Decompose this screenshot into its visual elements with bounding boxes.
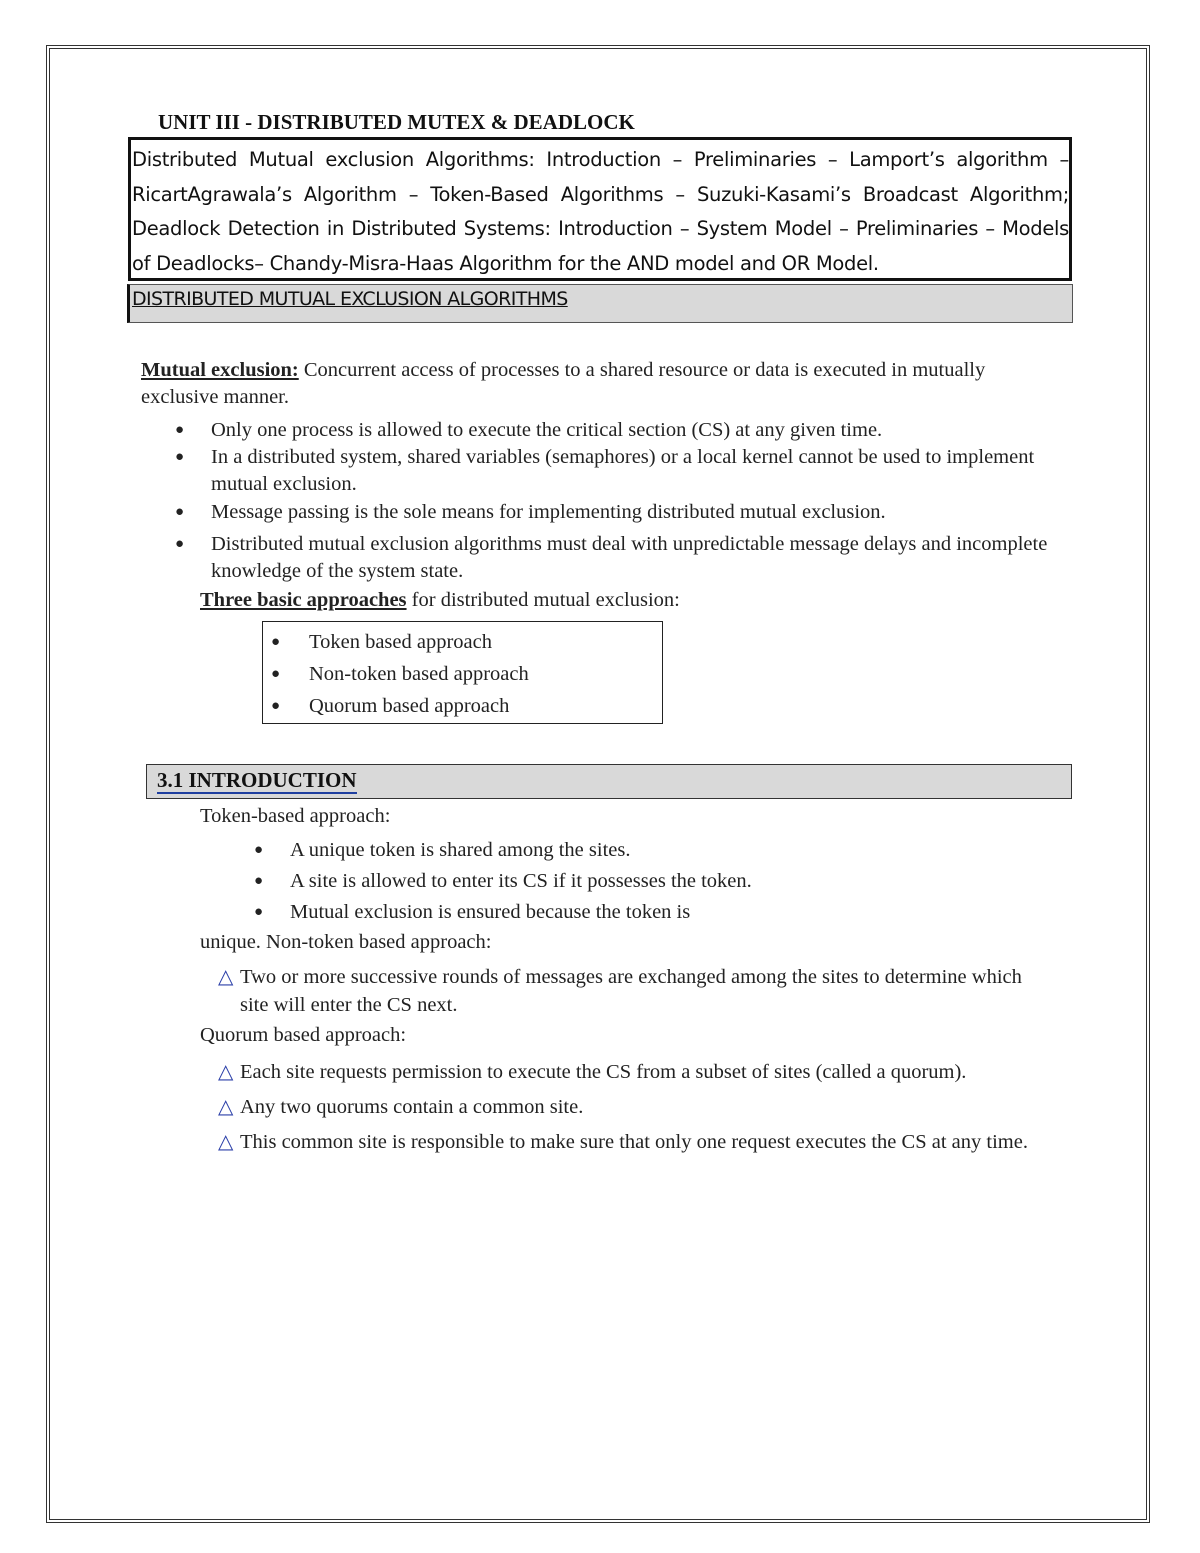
list-item-text: Two or more successive rounds of messages are exchanged among the sites to determine which site will enter the CS next. [240,966,1022,1016]
list-item: ● Mutual exclusion is ensured because the token is [254,897,1054,928]
mutual-exclusion-bullets [175,417,1065,585]
nontoken-list [218,963,1028,1019]
approaches-term: Three basic approaches [200,589,407,611]
approaches-text: for distributed mutual exclusion: [406,589,680,611]
list-item [218,1058,1036,1086]
approaches-heading [200,589,680,612]
list-item-text: Each site requests permission to execute the CS from a subset of sites (called a quorum). [240,1061,967,1083]
token-label: Token-based approach: [200,805,391,827]
introduction-heading [146,764,1072,799]
list-item: ● Message passing is the sole means for implementing distributed mutual exclusion. [175,499,1065,526]
list-item [218,1128,1036,1156]
approaches-box [262,621,663,724]
introduction-heading-text: 3.1 INTRODUCTION [157,768,357,792]
approaches-list [271,626,529,722]
list-item: ● Distributed mutual exclusion algorithms must deal with unpredictable message delays and incomplete knowledge of the system state. [175,531,1065,585]
list-item: ● A unique token is shared among the sites. [254,835,1054,866]
list-item [218,1093,1036,1121]
mutual-exclusion-text: Concurrent access of processes to a shared resource or data is executed in mutually exclusive manner. [141,359,986,408]
list-item: ● Token based approach [271,626,529,658]
warning-triangle-icon: △ [218,1096,234,1118]
list-item-text: Any two quorums contain a common site. [240,1096,584,1118]
list-item: ● In a distributed system, shared variables (semaphores) or a local kernel cannot be used to implement mutual exclusion. [175,444,1065,498]
list-item: ● Only one process is allowed to execute the critical section (CS) at any given time. [175,417,1065,444]
list-item: ● Quorum based approach [271,690,529,722]
nontoken-label: unique. Non-token based approach: [200,931,492,953]
list-item: ● Non-token based approach [271,658,529,690]
list-item: ● A site is allowed to enter its CS if it possesses the token. [254,866,1054,897]
warning-triangle-icon: △ [218,966,234,988]
quorum-label: Quorum based approach: [200,1024,407,1046]
mutual-exclusion-term: Mutual exclusion: [141,359,299,381]
quorum-list [218,1058,1036,1156]
list-item [218,963,1028,1019]
section-heading: DISTRIBUTED MUTUAL EXCLUSION ALGORITHMS [127,284,1073,323]
warning-triangle-icon: △ [218,1061,234,1083]
unit-title: UNIT III - DISTRIBUTED MUTEX & DEADLOCK [158,110,635,134]
token-bullets [254,835,1054,928]
list-item-text: This common site is responsible to make sure that only one request executes the CS at any time. [240,1131,1028,1153]
mutual-exclusion-definition [141,357,1041,411]
warning-triangle-icon: △ [218,1131,234,1153]
syllabus-box: Distributed Mutual exclusion Algorithms: Introduction – Preliminaries – Lamport’s algorithm – RicartAgrawala’s Algorithm – Token-Based Algorithms – Suzuki-Kasami’s Broadcast Algorithm; Deadlock Detection in Distributed Systems: Introduction – System Model – Preliminaries – Models of Deadlocks– Chandy-Misra-Haas Algorithm for the AND model and OR Model. [128,137,1072,281]
